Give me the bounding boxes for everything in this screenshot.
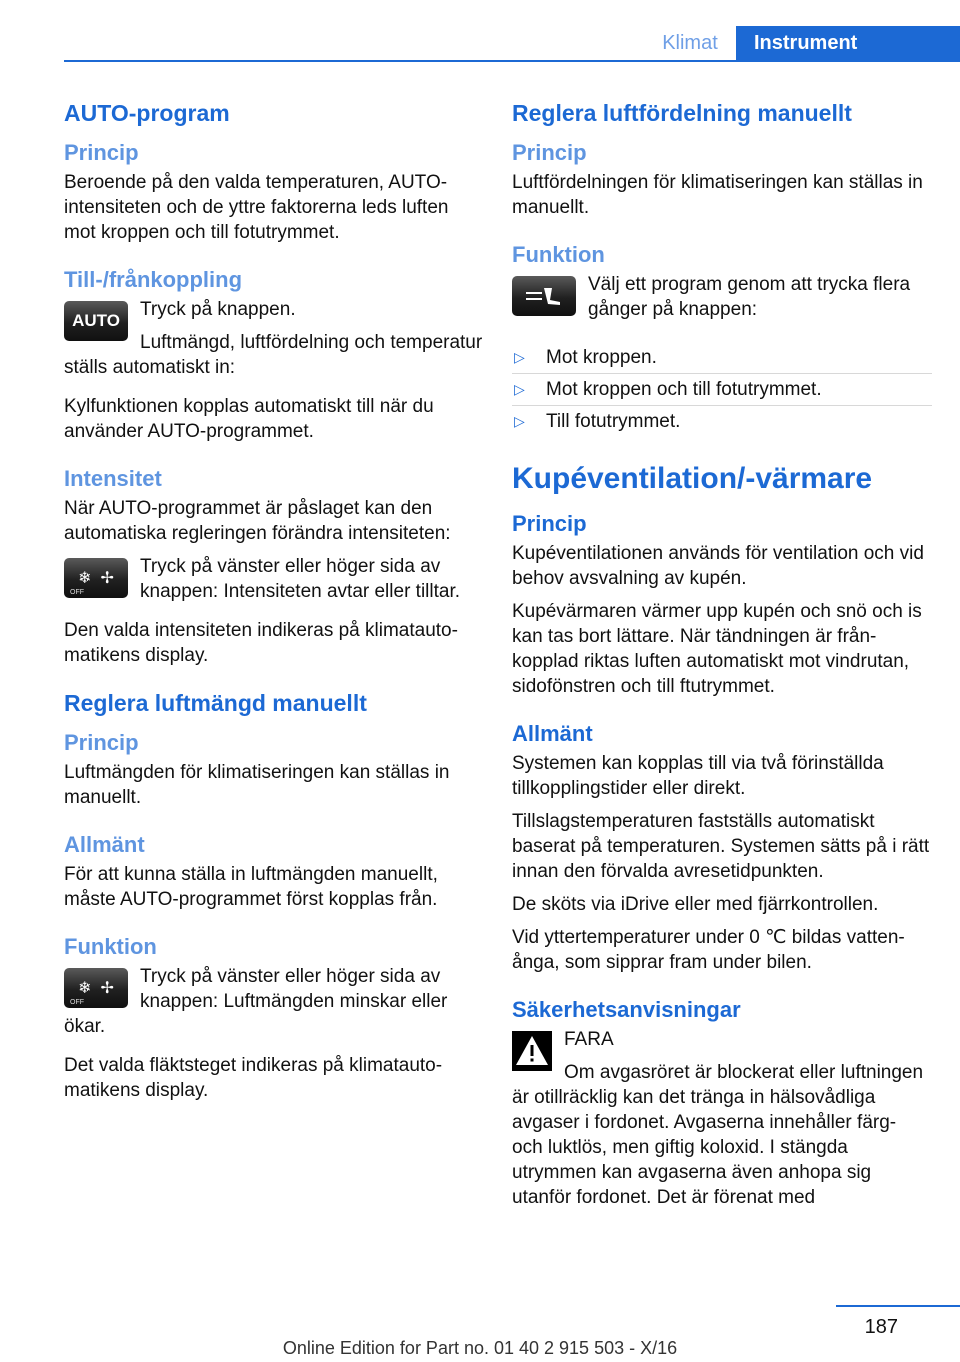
snowflake-icon: ❄ [78,570,92,587]
page-number: 187 [864,1316,898,1338]
heading-funktion-r: Funktion [512,242,605,267]
air-distribution-icon [522,284,566,308]
warning-block [512,1027,932,1218]
paragraph-kylfunktion: Kylfunktionen kopplas automatiskt till när du använder AUTO-programmet. [64,396,434,442]
paragraph-princip: Beroende på den valda temperaturen, AUTO-intensiteten och de yttre faktorerna leds luften mot kroppen och till fotutrymmet. [64,172,449,243]
paragraph-system: Systemen kan kopplas till via två förinställda tillkopplingstider eller direkt. [512,753,884,799]
header-section-tab[interactable]: Klimat [662,32,718,54]
paragraph-vald-intensitet: Den valda intensiteten indikeras på klimatautomatikens display. [64,620,458,666]
list-item: ▷ Mot kroppen och till fotutrymmet. [512,374,932,406]
off-label: OFF [70,999,84,1006]
triangle-bullet-icon: ▷ [514,381,525,397]
paragraph-valj: Välj ett program genom att trycka flera gånger på knappen: [588,274,911,320]
paragraph-flaktsteg: Det valda fläktsteget indikeras på klimatautomatikens display. [64,1055,443,1101]
list-item: ▷ Mot kroppen. [512,342,932,374]
auto-button-icon: AUTO [64,301,128,341]
warning-icon [512,1031,552,1071]
right-column [512,98,932,1218]
heading-kupeventilation: Kupéventilation/-värmare [512,462,873,495]
fan-icon: ✢ [100,570,114,587]
heading-sakerhetsanvisningar: Säkerhetsanvisningar [512,997,741,1022]
paragraph-allmant: För att kunna ställa in luftmängden manuellt, måste AUTO-programmet först kopplas från. [64,864,438,910]
paragraph-kupeventilation: Kupéventilationen används för ventilation och vid behov avsvalning av kupén. [512,543,924,589]
triangle-bullet-icon: ▷ [514,413,525,429]
distribution-options [512,342,932,437]
off-label: OFF [70,589,84,596]
heading-till-frankoppling: Till-/frånkoppling [64,267,243,292]
paragraph-intensitet: När AUTO-programmet är påslaget kan den automatiska regleringen förändra intensiteten: [64,498,451,544]
paragraph-skots: De sköts via iDrive eller med fjärrkontrollen. [512,894,879,915]
paragraph-luftmangd: Luftmängd, luftfördelning och temperatur ställs automatiskt in: [64,332,483,378]
paragraph-tryck: Tryck på knappen. [140,299,296,320]
heading-princip-r2: Princip [512,511,587,536]
fan-button-icon [64,558,128,598]
triangle-bullet-icon: ▷ [514,349,525,365]
intensity-instruction [64,554,484,612]
heading-intensitet: Intensitet [64,466,162,491]
paragraph-princip-r1: Luftfördelningen för klimatiseringen kan ställas in manuellt. [512,172,923,218]
list-item: ▷ Till fotutrymmet. [514,411,681,432]
paragraph-princip-2: Luftmängden för klimatiseringen kan ställas in manuellt. [64,762,450,808]
heading-allmant: Allmänt [64,832,145,857]
heading-princip-2: Princip [64,730,139,755]
heading-funktion: Funktion [64,934,157,959]
page-number-rule [836,1305,960,1307]
paragraph-tryck-flakt: Tryck på vänster eller höger sida av knappen: Luftmängden minskar eller ökar. [64,966,448,1037]
heading-princip-r1: Princip [512,140,587,165]
header-rule [64,60,960,62]
left-column [64,98,484,1111]
heading-reglera-luftmangd: Reglera luftmängd manuellt [64,690,367,716]
distribution-instruction [512,272,932,330]
air-distribution-button-icon [512,276,576,316]
edition-footer: Online Edition for Part no. 01 40 2 915 503 - X/16 [282,1338,678,1358]
header-chapter-tab[interactable]: Instrument [736,26,960,62]
snowflake-icon: ❄ [78,980,92,997]
paragraph-tryck-intensitet: Tryck på vänster eller höger sida av knappen: Intensiteten avtar eller tilltar. [140,556,461,602]
heading-allmant-r: Allmänt [512,721,593,746]
warning-label: FARA [564,1029,614,1050]
warning-text: Om avgasröret är blockerat eller luftningen är otillräcklig kan det tränga in hälsovådliga avgaser i fordonet. Avgaserna innehåller färg- och luktlös, men giftig koloxid. I stängda utrymmen kan avgaserna även anhopa sig utanför fordonet. Det är förenat med [512,1062,924,1208]
paragraph-kupevarmare: Kupévärmaren värmer upp kupén och snö och is kan tas bort lättare. När tändningen är frånkopplad riktas luften automatiskt mot vindrutan, sidofönstren och till ftutrymmet. [512,601,922,697]
fan-icon: ✢ [100,980,114,997]
heading-reglera-luftfordelning: Reglera luftfördelning manuellt [512,100,852,126]
fan-button-icon-2 [64,968,128,1008]
heading-princip: Princip [64,140,139,165]
heading-auto-program: AUTO-program [64,100,230,126]
paragraph-yttertemperatur: Vid yttertemperaturer under 0 ℃ bildas vattenånga, som sipprar fram under bilen. [512,927,905,973]
paragraph-tillslag: Tillslagstemperaturen fastställs automatiskt baserat på temperaturen. Systemen sätts på i rätt innan den förvalda avresetidpunkten. [512,811,930,882]
auto-instruction [64,297,484,388]
fan-instruction [64,964,484,1047]
